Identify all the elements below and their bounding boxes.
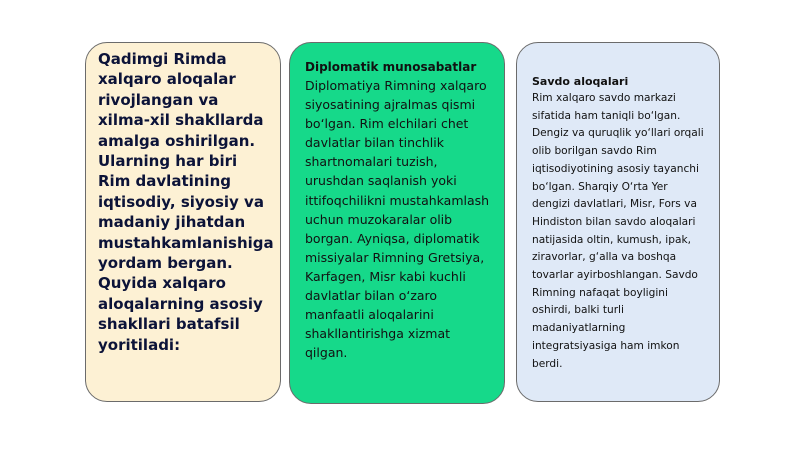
diplomatic-relations-card [289, 42, 505, 404]
trade-relations-title: Savdo aloqalari [532, 75, 629, 88]
trade-relations-text: Rim xalqaro savdo markazi sifatida ham taniqli bo‘lgan. Dengiz va quruqlik yo‘llari orqali olib borilgan savdo Rim iqtisodiyotining asosiy tayanchi bo‘lgan. Sharqiy O‘rta Yer dengizi davlatlari, Misr, Fors va Hindiston bilan savdo aloqalari natijasida oltin, kumush, ipak, ziravorlar, g‘alla va boshqa tovarlar ayirboshlangan. Savdo Rimning nafaqat boyligini oshirdi, balki turli madaniyatlarning integratsiyasiga ham imkon berdi. [532, 92, 704, 370]
diplomatic-relations-text: Diplomatiya Rimning xalqaro siyosatining ajralmas qismi bo‘lgan. Rim elchilari chet davlatlar bilan tinchlik shartnomalari tuzish, urushdan saqlanish yoki ittifoqchilikni mustahkamlash uchun muzokaralar olib borgan. Ayniqsa, diplomatik missiyalar Rimning Gretsiya, Karfagen, Misr kabi kuchli davlatlar bilan o‘zaro manfaatli aloqalarini shakllantirishga xizmat qilgan. [305, 78, 490, 361]
intro-card-text: Qadimgi Rimda xalqaro aloqalar rivojlangan va xilma-xil shakllarda amalga oshirilgan. Ularning har biri Rim davlatining iqtisodiy, siyosiy va madaniy jihatdan mustahkamlanishiga yordam bergan. Quyida xalqaro aloqalarning asosiy shakllari batafsil yoritiladi: [98, 50, 274, 354]
intro-card [85, 42, 281, 402]
trade-relations-card [516, 42, 720, 402]
diplomatic-relations-title: Diplomatik munosabatlar [305, 60, 477, 74]
